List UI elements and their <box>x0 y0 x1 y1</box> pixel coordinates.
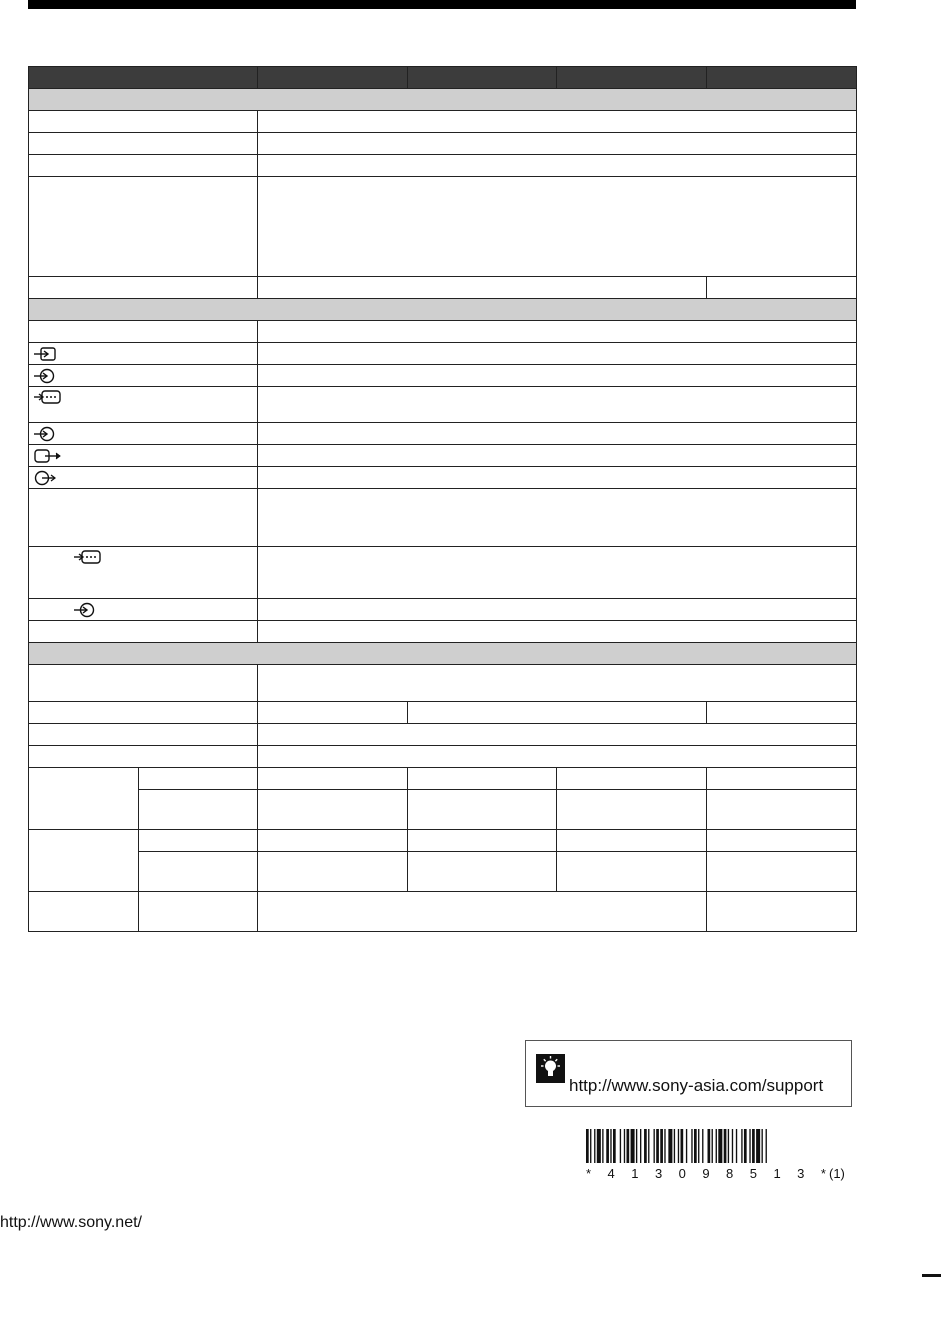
label-cell <box>29 724 258 746</box>
value-cell <box>258 746 857 768</box>
value-cell <box>258 892 707 932</box>
table-row <box>29 724 857 746</box>
label-cell <box>29 111 258 133</box>
group-label-cell <box>29 830 139 892</box>
table-row <box>29 321 857 343</box>
group-label-cell <box>29 768 139 830</box>
value-cell <box>707 790 857 830</box>
table-row <box>29 746 857 768</box>
value-cell <box>707 892 857 932</box>
label-cell <box>29 365 258 387</box>
value-cell <box>258 133 857 155</box>
table-row <box>29 489 857 547</box>
value-cell <box>258 467 857 489</box>
table-row <box>29 387 857 423</box>
value-cell <box>408 830 557 852</box>
value-cell <box>258 177 857 277</box>
barcode-digit: 1 <box>773 1166 781 1181</box>
top-rule <box>28 0 856 9</box>
barcode-digit: 5 <box>749 1166 757 1181</box>
value-cell <box>258 445 857 467</box>
section-cell <box>29 643 857 665</box>
table-row <box>29 445 857 467</box>
value-cell <box>557 768 707 790</box>
value-cell <box>258 423 857 445</box>
barcode-digit: 8 <box>726 1166 734 1181</box>
label-cell <box>29 321 258 343</box>
label-cell <box>29 177 258 277</box>
barcode-digits <box>586 1166 826 1181</box>
value-cell <box>258 547 857 599</box>
barcode-digit: 0 <box>678 1166 686 1181</box>
barcode-digit: 1 <box>631 1166 639 1181</box>
table-row <box>29 768 857 790</box>
audio-input-icon <box>33 368 59 384</box>
audio-output-icon <box>33 470 59 486</box>
value-cell <box>258 830 408 852</box>
component-input-icon <box>33 389 63 405</box>
table-row <box>29 702 857 724</box>
value-cell <box>258 702 408 724</box>
sublabel-cell <box>139 768 258 790</box>
video-input-icon <box>33 346 59 362</box>
label-cell <box>29 547 258 599</box>
table-row <box>29 467 857 489</box>
value-cell <box>258 365 857 387</box>
audio-input-icon <box>73 602 99 618</box>
label-cell <box>29 445 258 467</box>
table-row <box>29 665 857 702</box>
table-header-row <box>29 67 857 89</box>
component-input-icon <box>73 549 103 565</box>
table-row <box>29 852 857 892</box>
label-cell <box>29 467 258 489</box>
header-cell <box>707 67 857 89</box>
value-cell <box>258 724 857 746</box>
value-cell <box>258 790 408 830</box>
table-row <box>29 830 857 852</box>
label-cell <box>29 746 258 768</box>
value-cell <box>258 343 857 365</box>
label-cell <box>29 489 258 547</box>
value-cell <box>707 277 857 299</box>
spec-table <box>28 66 857 932</box>
label-cell <box>29 387 258 423</box>
sublabel-cell <box>139 892 258 932</box>
table-row <box>29 277 857 299</box>
header-cell <box>258 67 408 89</box>
value-cell <box>258 665 857 702</box>
value-cell <box>707 852 857 892</box>
label-cell <box>29 133 258 155</box>
barcode-digit: * <box>586 1166 592 1181</box>
support-url[interactable]: http://www.sony-asia.com/support <box>569 1076 824 1095</box>
value-cell <box>707 830 857 852</box>
label-cell <box>29 702 258 724</box>
label-cell <box>29 665 258 702</box>
label-cell <box>29 277 258 299</box>
barcode-digit: 3 <box>654 1166 663 1181</box>
page-edge-mark <box>922 1274 941 1277</box>
section-row <box>29 643 857 665</box>
value-cell <box>258 277 707 299</box>
value-cell <box>408 790 557 830</box>
table-row <box>29 111 857 133</box>
value-cell <box>557 830 707 852</box>
table-row <box>29 423 857 445</box>
barcode <box>586 1129 822 1163</box>
value-cell <box>258 621 857 643</box>
sony-url[interactable]: http://www.sony.net/ <box>0 1214 142 1231</box>
value-cell <box>258 387 857 423</box>
table-row <box>29 343 857 365</box>
section-cell <box>29 299 857 321</box>
barcode-digit: 9 <box>702 1166 710 1181</box>
value-cell <box>258 321 857 343</box>
value-cell <box>258 155 857 177</box>
sublabel-cell <box>139 830 258 852</box>
barcode-digit: * <box>820 1166 826 1181</box>
audio-input-icon <box>33 426 59 442</box>
header-cell <box>408 67 557 89</box>
value-cell <box>258 599 857 621</box>
table-row <box>29 621 857 643</box>
table-row <box>29 177 857 277</box>
value-cell <box>258 489 857 547</box>
lightbulb-icon <box>536 1054 565 1083</box>
section-cell <box>29 89 857 111</box>
support-box <box>525 1040 852 1107</box>
table-row <box>29 599 857 621</box>
value-cell <box>408 768 557 790</box>
value-cell <box>258 768 408 790</box>
value-cell <box>707 702 857 724</box>
barcode-suffix: (1) <box>829 1166 845 1181</box>
value-cell <box>408 852 557 892</box>
barcode-digit: 3 <box>797 1166 805 1181</box>
table-row <box>29 133 857 155</box>
value-cell <box>408 702 707 724</box>
group-label-cell <box>29 892 139 932</box>
header-cell <box>557 67 707 89</box>
value-cell <box>258 852 408 892</box>
table-row <box>29 547 857 599</box>
value-cell <box>707 768 857 790</box>
label-cell <box>29 423 258 445</box>
label-cell <box>29 155 258 177</box>
table-row <box>29 155 857 177</box>
label-cell <box>29 621 258 643</box>
header-cell <box>29 67 258 89</box>
table-row <box>29 892 857 932</box>
value-cell <box>557 790 707 830</box>
sublabel-cell <box>139 790 258 830</box>
barcode-digit: 4 <box>607 1166 615 1181</box>
label-cell <box>29 343 258 365</box>
section-row <box>29 299 857 321</box>
sublabel-cell <box>139 852 258 892</box>
value-cell <box>557 852 707 892</box>
section-row <box>29 89 857 111</box>
value-cell <box>258 111 857 133</box>
label-cell <box>29 599 258 621</box>
table-row <box>29 365 857 387</box>
video-output-icon <box>33 448 63 464</box>
table-row <box>29 790 857 830</box>
